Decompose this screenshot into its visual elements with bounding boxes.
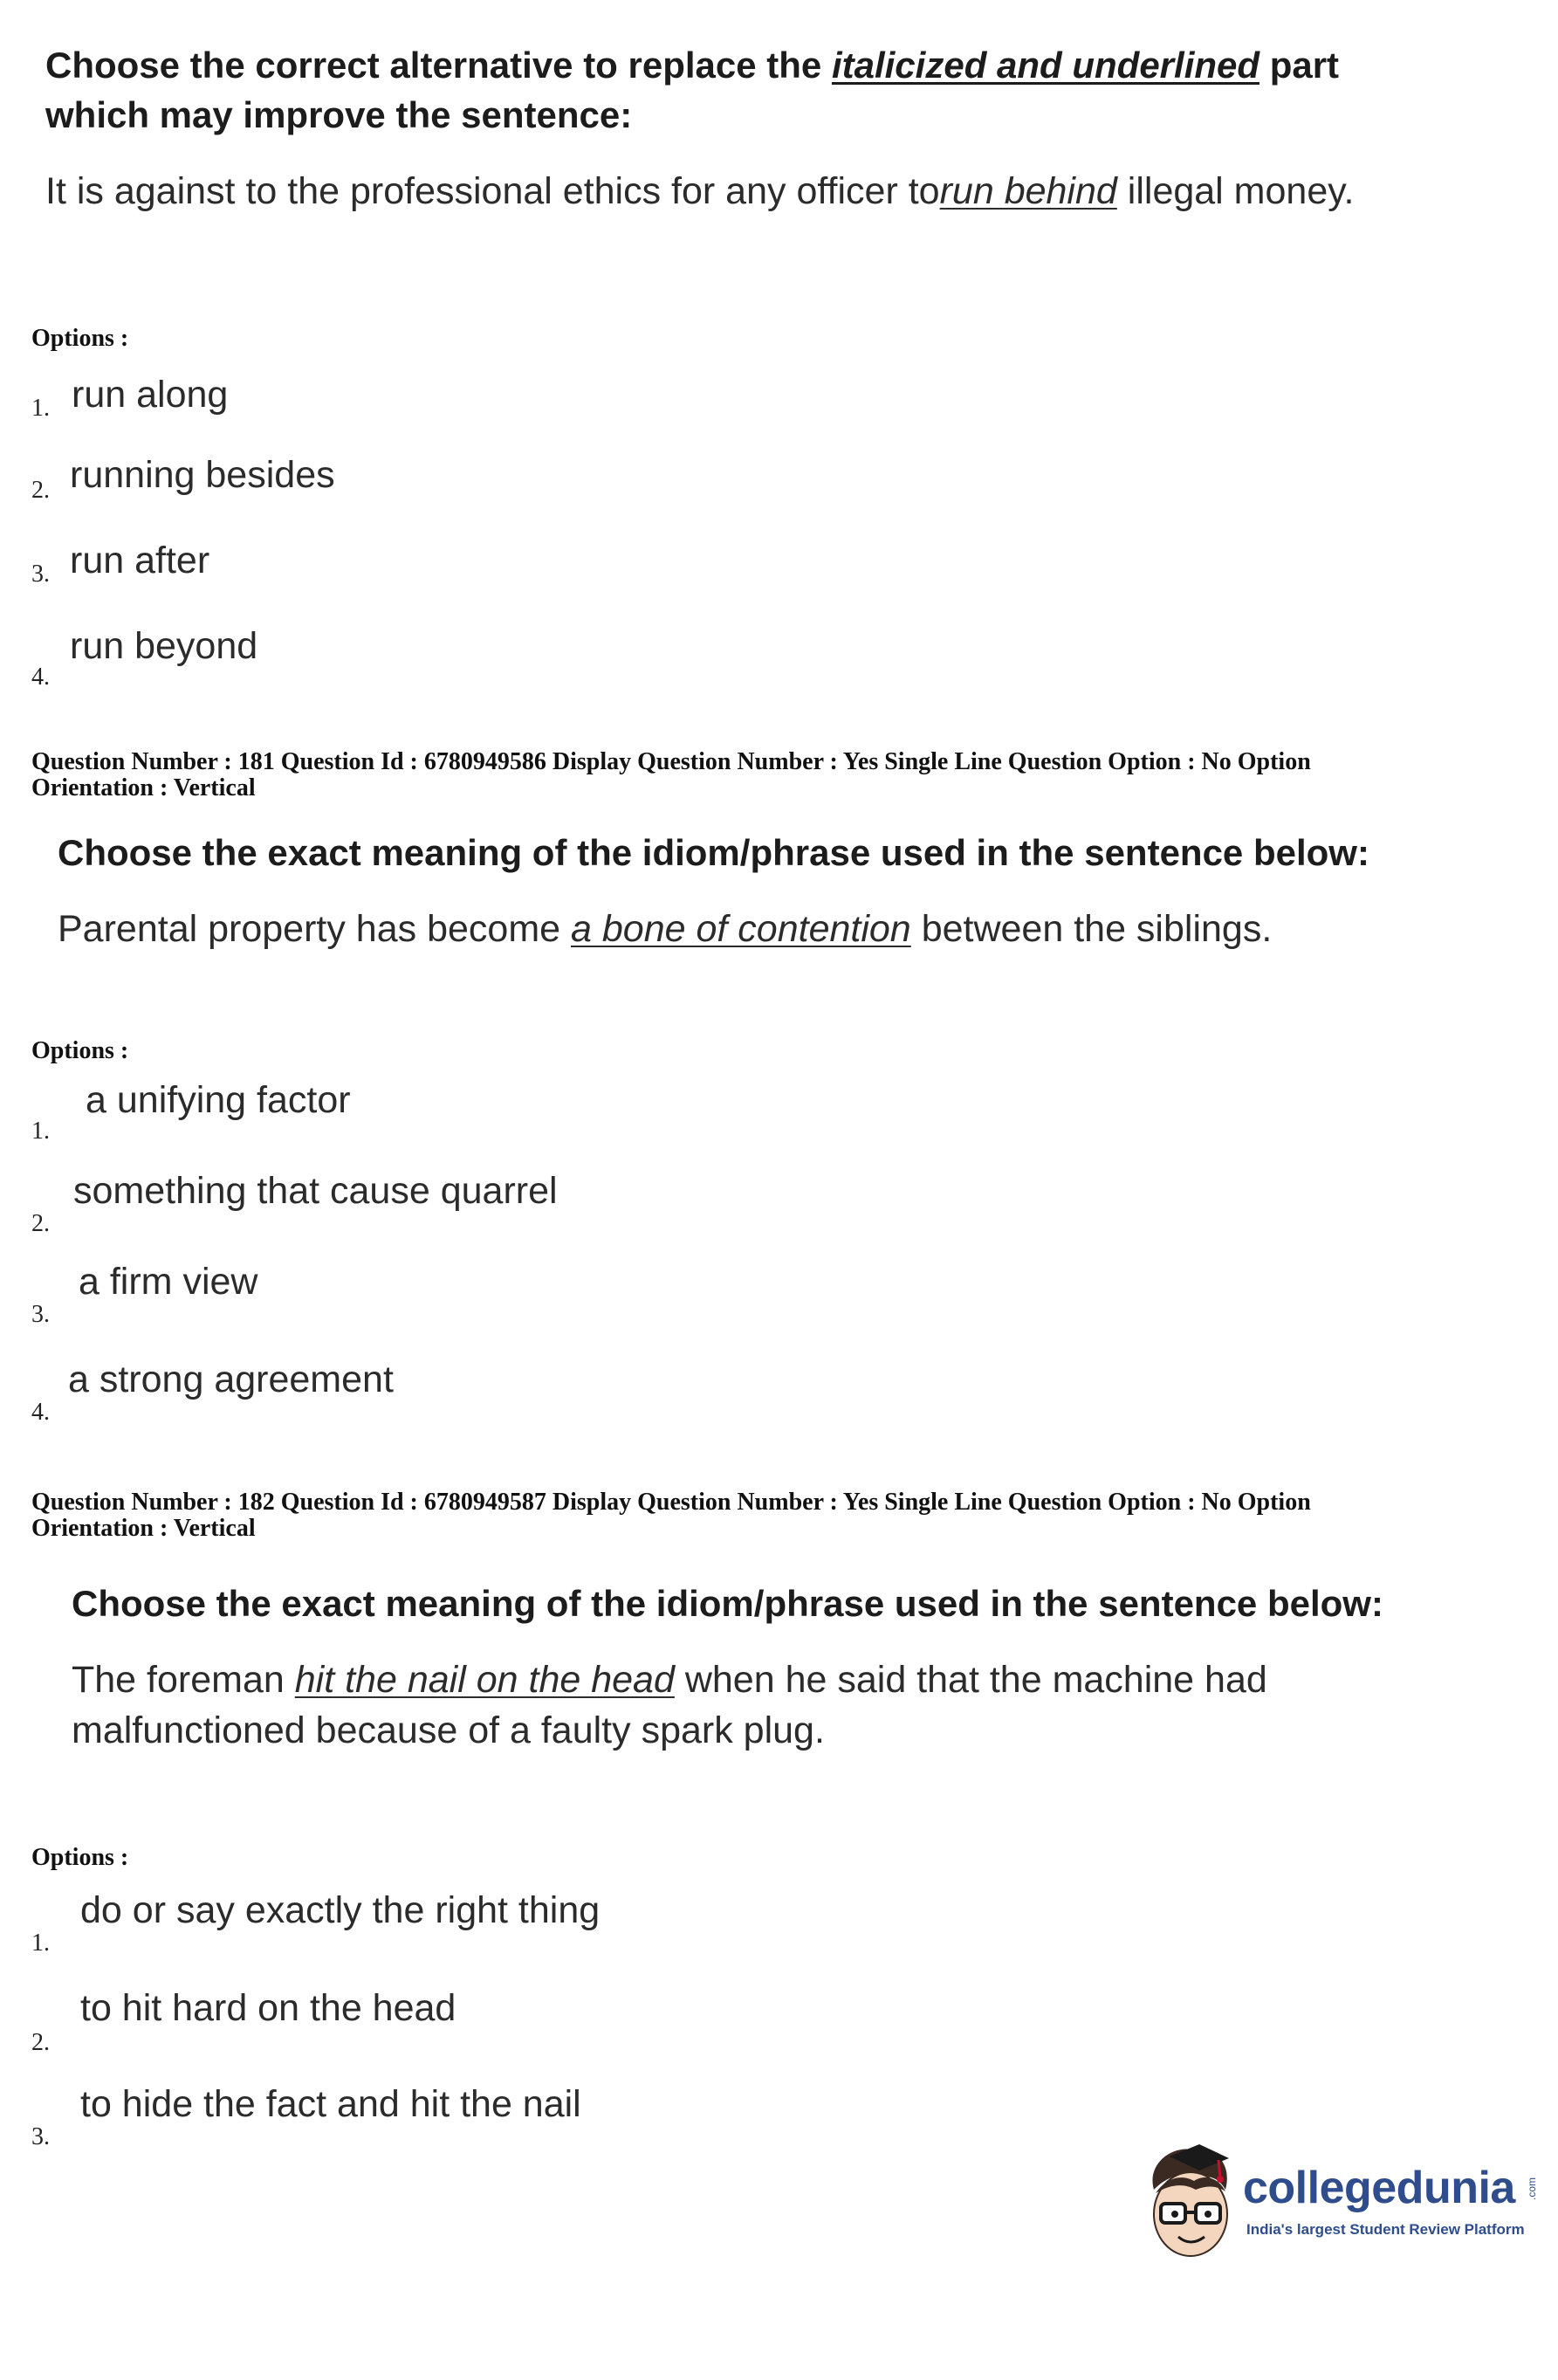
logo-domain-suffix: .com bbox=[1526, 2177, 1538, 2200]
question-182-heading: Choose the exact meaning of the idiom/phrase used in the sentence below: bbox=[72, 1583, 1383, 1624]
option-number: 3. bbox=[31, 561, 50, 588]
question-181-heading: Choose the exact meaning of the idiom/phrase used in the sentence below: bbox=[58, 832, 1369, 873]
meta-line: Question Number : 182 Question Id : 6780949587 Display Question Number : Yes Single Line Question Option : No Option bbox=[31, 1489, 1311, 1516]
option-text: a firm view bbox=[79, 1261, 258, 1303]
question-182-meta bbox=[31, 1489, 1533, 1542]
sentence-emphasis: hit the nail on the head bbox=[294, 1659, 675, 1701]
option-number: 1. bbox=[31, 395, 50, 422]
option-text: run beyond bbox=[70, 625, 258, 667]
option-text: a unifying factor bbox=[86, 1079, 351, 1121]
option-text: a strong agreement bbox=[68, 1359, 394, 1400]
option-number: 3. bbox=[31, 1301, 50, 1328]
meta-line: Orientation : Vertical bbox=[31, 774, 256, 801]
question-181-meta bbox=[31, 749, 1533, 801]
question-180-sentence bbox=[45, 166, 1407, 217]
sentence-emphasis: run behind bbox=[939, 170, 1117, 212]
options-label: Options : bbox=[31, 1844, 129, 1871]
question-182-block bbox=[72, 1579, 1468, 1756]
option-text: to hit hard on the head bbox=[80, 1987, 456, 2029]
option-number: 2. bbox=[31, 2029, 50, 2056]
sentence-prefix: Parental property has become bbox=[58, 908, 561, 950]
option-text: running besides bbox=[70, 454, 335, 496]
sentence-suffix: between the siblings. bbox=[921, 908, 1273, 950]
option-text: something that cause quarrel bbox=[73, 1170, 558, 1212]
option-number: 2. bbox=[31, 477, 50, 504]
options-label: Options : bbox=[31, 325, 129, 352]
option-text: to hide the fact and hit the nail bbox=[80, 2083, 581, 2125]
question-181-sentence bbox=[58, 904, 1454, 954]
question-180-block bbox=[45, 40, 1407, 217]
sentence-suffix: illegal money. bbox=[1127, 170, 1355, 212]
option-number: 3. bbox=[31, 2123, 50, 2150]
heading-emphasis: italicized and underlined bbox=[831, 45, 1260, 86]
option-number: 1. bbox=[31, 1118, 50, 1145]
sentence-prefix: It is against to the professional ethics for any officer to bbox=[45, 170, 940, 212]
option-number: 4. bbox=[31, 1399, 50, 1426]
sentence-emphasis: a bone of contention bbox=[571, 908, 911, 950]
logo-tagline: India's largest Student Review Platform bbox=[1246, 2221, 1525, 2238]
option-text: run along bbox=[72, 374, 229, 416]
heading-prefix: Choose the correct alternative to replace the bbox=[45, 45, 822, 86]
option-number: 4. bbox=[31, 664, 50, 691]
sentence-prefix: The foreman bbox=[72, 1659, 285, 1701]
option-text: run after bbox=[70, 540, 210, 581]
option-text: do or say exactly the right thing bbox=[80, 1889, 601, 1931]
logo-wordmark: collegedunia bbox=[1243, 2163, 1515, 2213]
option-number: 1. bbox=[31, 1929, 50, 1957]
sentence-suffix: when he said that the machine had malfunctioned because of a faulty spark plug. bbox=[72, 1659, 1267, 1751]
meta-line: Orientation : Vertical bbox=[31, 1515, 256, 1542]
collegedunia-logo[interactable] bbox=[1135, 2139, 1545, 2270]
options-label: Options : bbox=[31, 1037, 129, 1064]
question-181-block bbox=[58, 828, 1454, 954]
mascot-icon bbox=[1135, 2139, 1248, 2270]
question-182-sentence bbox=[72, 1654, 1468, 1756]
meta-line: Question Number : 181 Question Id : 6780949586 Display Question Number : Yes Single Line Question Option : No Option bbox=[31, 748, 1311, 775]
heading-suffix: part which may improve the sentence: bbox=[45, 45, 1340, 135]
option-number: 2. bbox=[31, 1210, 50, 1237]
question-180-heading bbox=[45, 40, 1407, 140]
